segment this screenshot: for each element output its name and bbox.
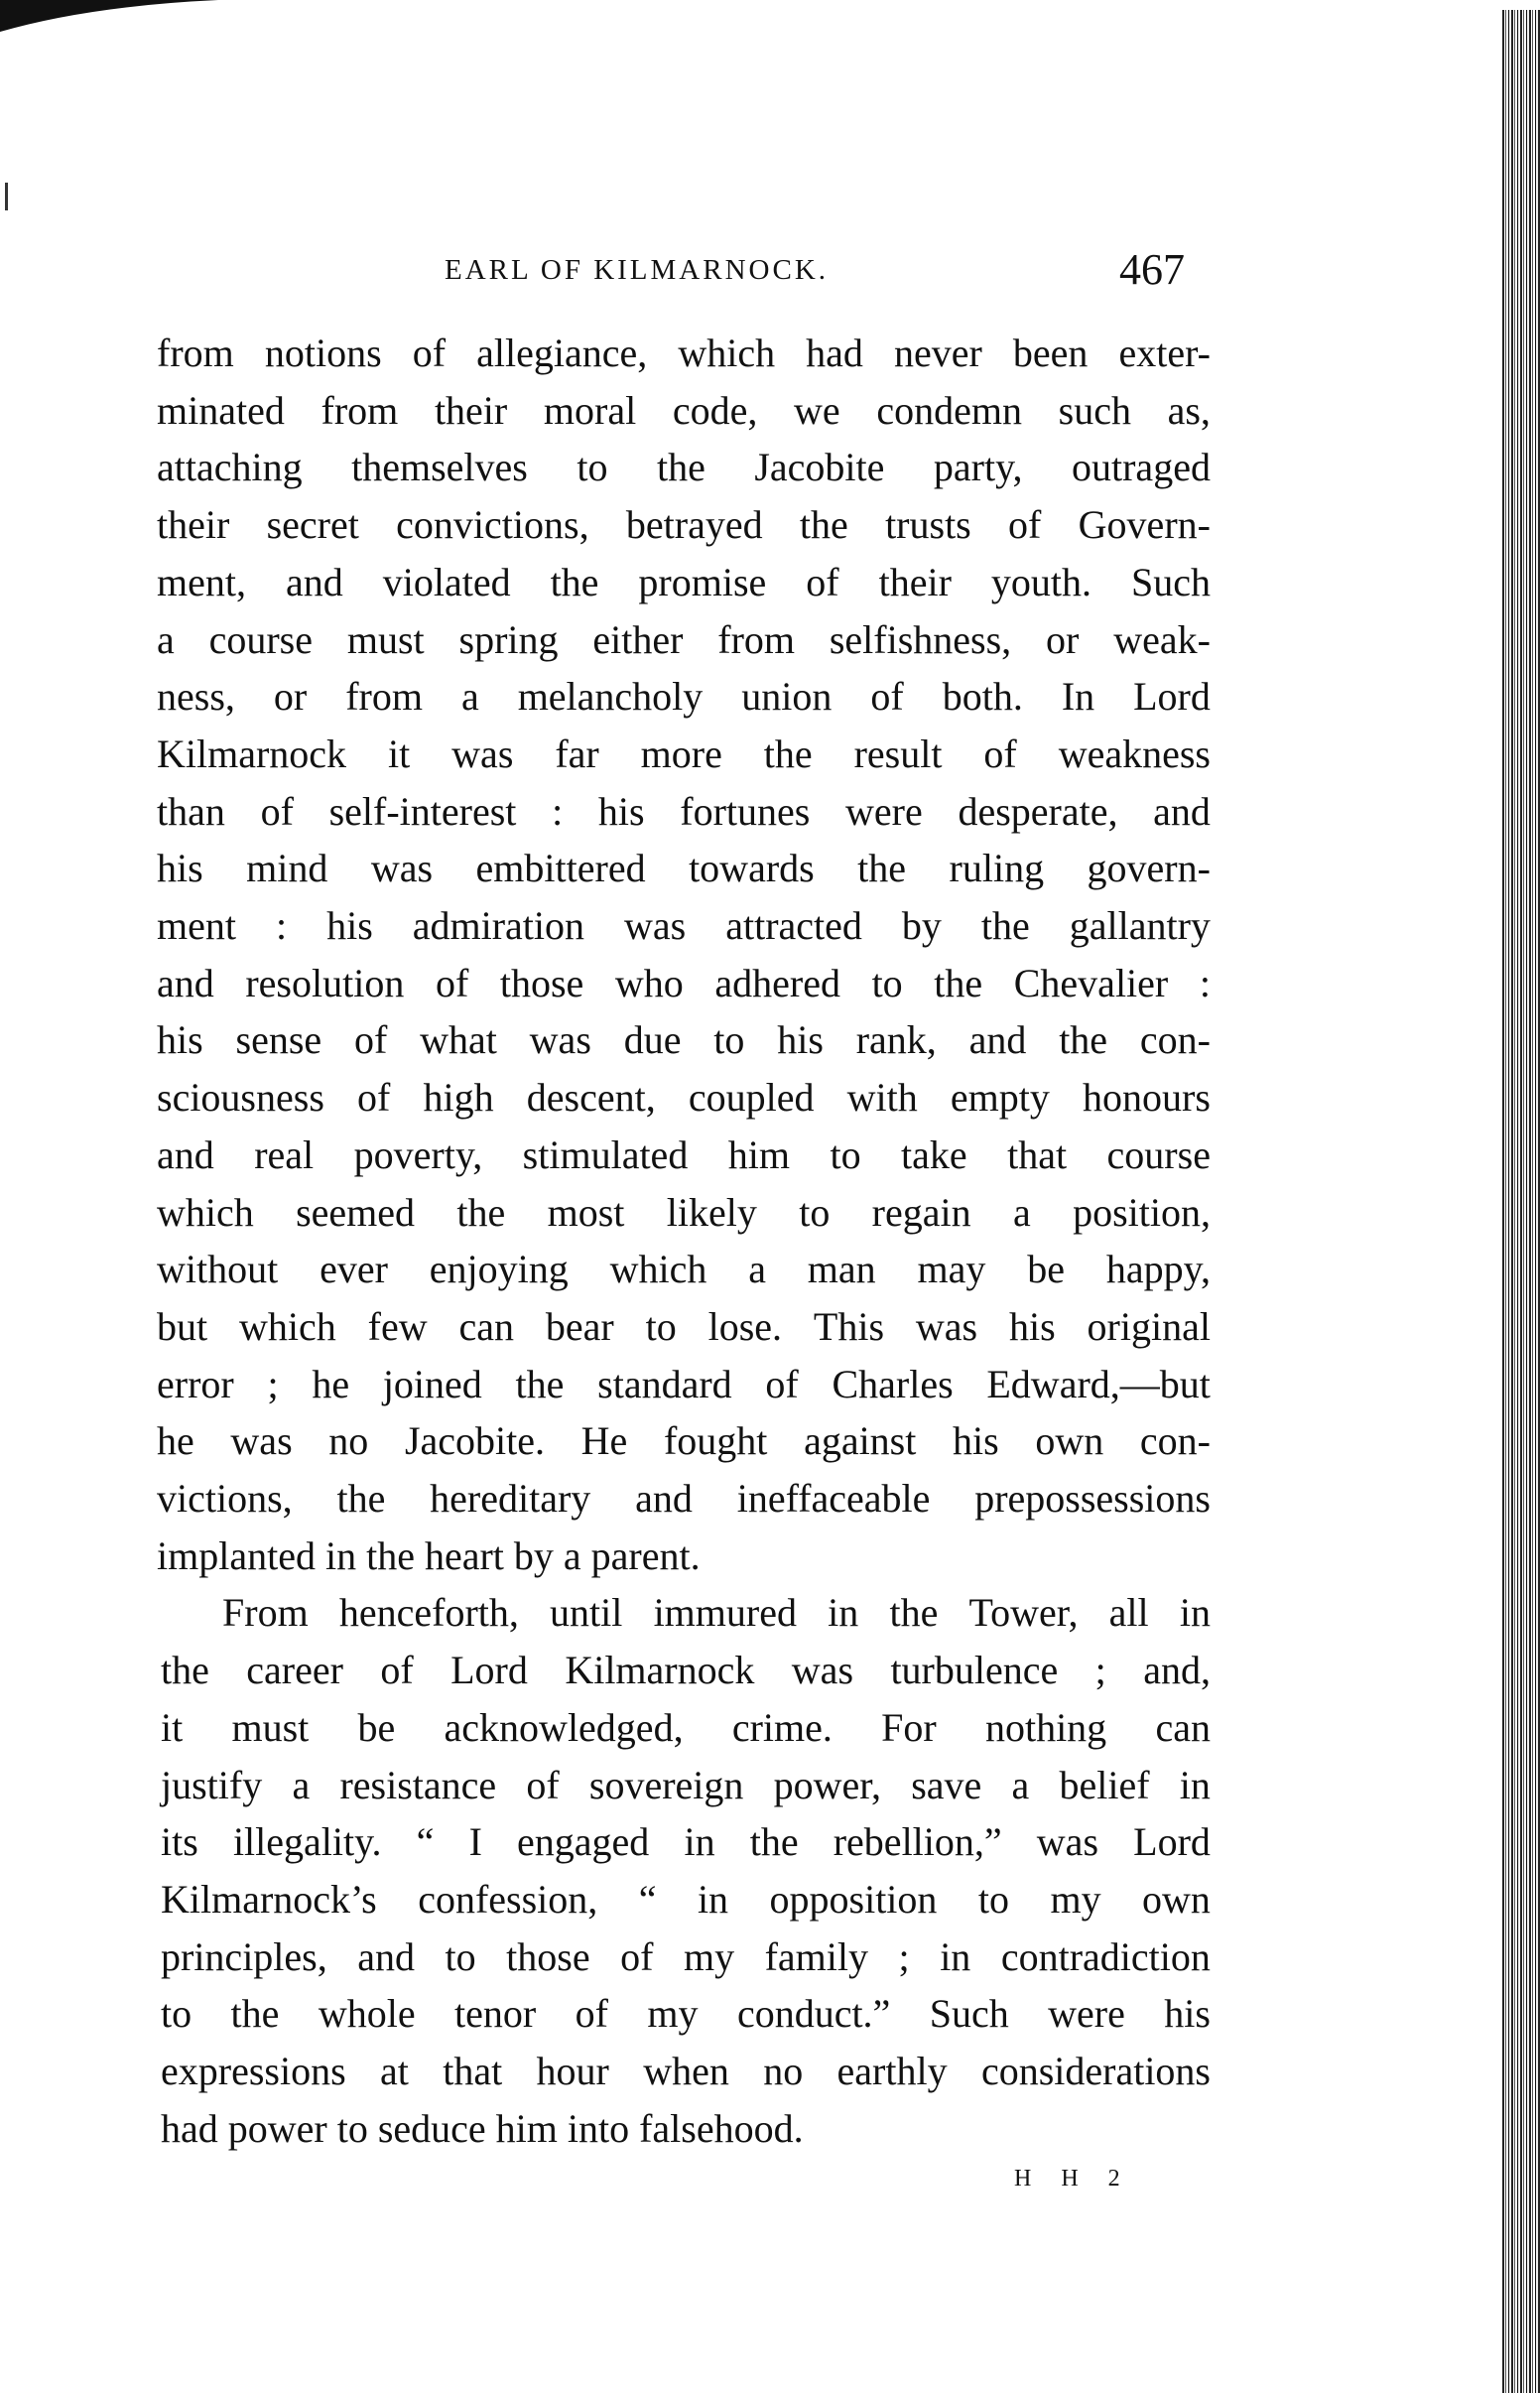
text-line: Kilmarnock’s confession, “ in opposition to my own xyxy=(161,1876,1211,1922)
text-line: principles, and to those of my family ; in contradiction xyxy=(161,1933,1211,1979)
page-number: 467 xyxy=(1119,245,1185,294)
text-line: a course must spring either from selfishness, or weak- xyxy=(157,616,1211,662)
text-line: implanted in the heart by a parent. xyxy=(157,1532,701,1578)
text-line: and real poverty, stimulated him to take that course xyxy=(157,1131,1211,1177)
book-binding-edge xyxy=(1502,10,1540,2393)
text-line: he was no Jacobite. He fought against his own con- xyxy=(157,1418,1211,1464)
text-line: their secret convictions, betrayed the trusts of Govern- xyxy=(157,502,1211,548)
text-line: from notions of allegiance, which had never been exter- xyxy=(157,331,1211,375)
running-title: EARL OF KILMARNOCK. xyxy=(445,254,830,286)
signature-mark: H H 2 xyxy=(1014,2166,1132,2192)
text-line: than of self-interest : his fortunes were desperate, and xyxy=(157,788,1211,834)
scan-corner-shadow xyxy=(0,0,218,32)
page-body xyxy=(157,325,1211,2158)
text-line: Kilmarnock it was far more the result of weakness xyxy=(157,731,1211,776)
text-line: victions, the hereditary and ineffaceable prepossessions xyxy=(157,1476,1211,1522)
text-line: his sense of what was due to his rank, and the con- xyxy=(157,1017,1211,1063)
scan-mark xyxy=(5,183,8,210)
text-line: expressions at that hour when no earthly considerations xyxy=(161,2049,1211,2094)
paragraph-1 xyxy=(157,325,1211,1584)
text-line: his mind was embittered towards the ruling govern- xyxy=(157,846,1211,891)
text-line: From henceforth, until immured in the Tower, all in xyxy=(222,1590,1211,1636)
text-line: without ever enjoying which a man may be happy, xyxy=(157,1247,1211,1292)
text-line: ment : his admiration was attracted by the gallantry xyxy=(157,903,1211,949)
text-line: to the whole tenor of my conduct.” Such were his xyxy=(161,1991,1211,2037)
page-header xyxy=(0,245,1540,298)
text-line: but which few can bear to lose. This was his original xyxy=(157,1303,1211,1349)
text-line: attaching themselves to the Jacobite party, outraged xyxy=(157,445,1211,490)
paragraph-2 xyxy=(157,1584,1211,2157)
text-line: ness, or from a melancholy union of both. In Lord xyxy=(157,674,1211,720)
text-line: which seemed the most likely to regain a position, xyxy=(157,1189,1211,1235)
text-line: the career of Lord Kilmarnock was turbulence ; and, xyxy=(161,1648,1211,1693)
text-line: sciousness of high descent, coupled with empty honours xyxy=(157,1075,1211,1121)
text-line: and resolution of those who adhered to the Chevalier : xyxy=(157,960,1211,1005)
text-line: error ; he joined the standard of Charles Edward,—but xyxy=(157,1361,1211,1406)
text-line: ment, and violated the promise of their youth. Such xyxy=(157,559,1211,604)
text-line: its illegality. “ I engaged in the rebellion,” was Lord xyxy=(161,1819,1211,1865)
text-line: justify a resistance of sovereign power, save a belief in xyxy=(161,1762,1211,1807)
text-line: it must be acknowledged, crime. For nothing can xyxy=(161,1704,1211,1750)
text-line: had power to seduce him into falsehood. xyxy=(161,2105,804,2151)
text-line: minated from their moral code, we condemn such as, xyxy=(157,387,1211,433)
